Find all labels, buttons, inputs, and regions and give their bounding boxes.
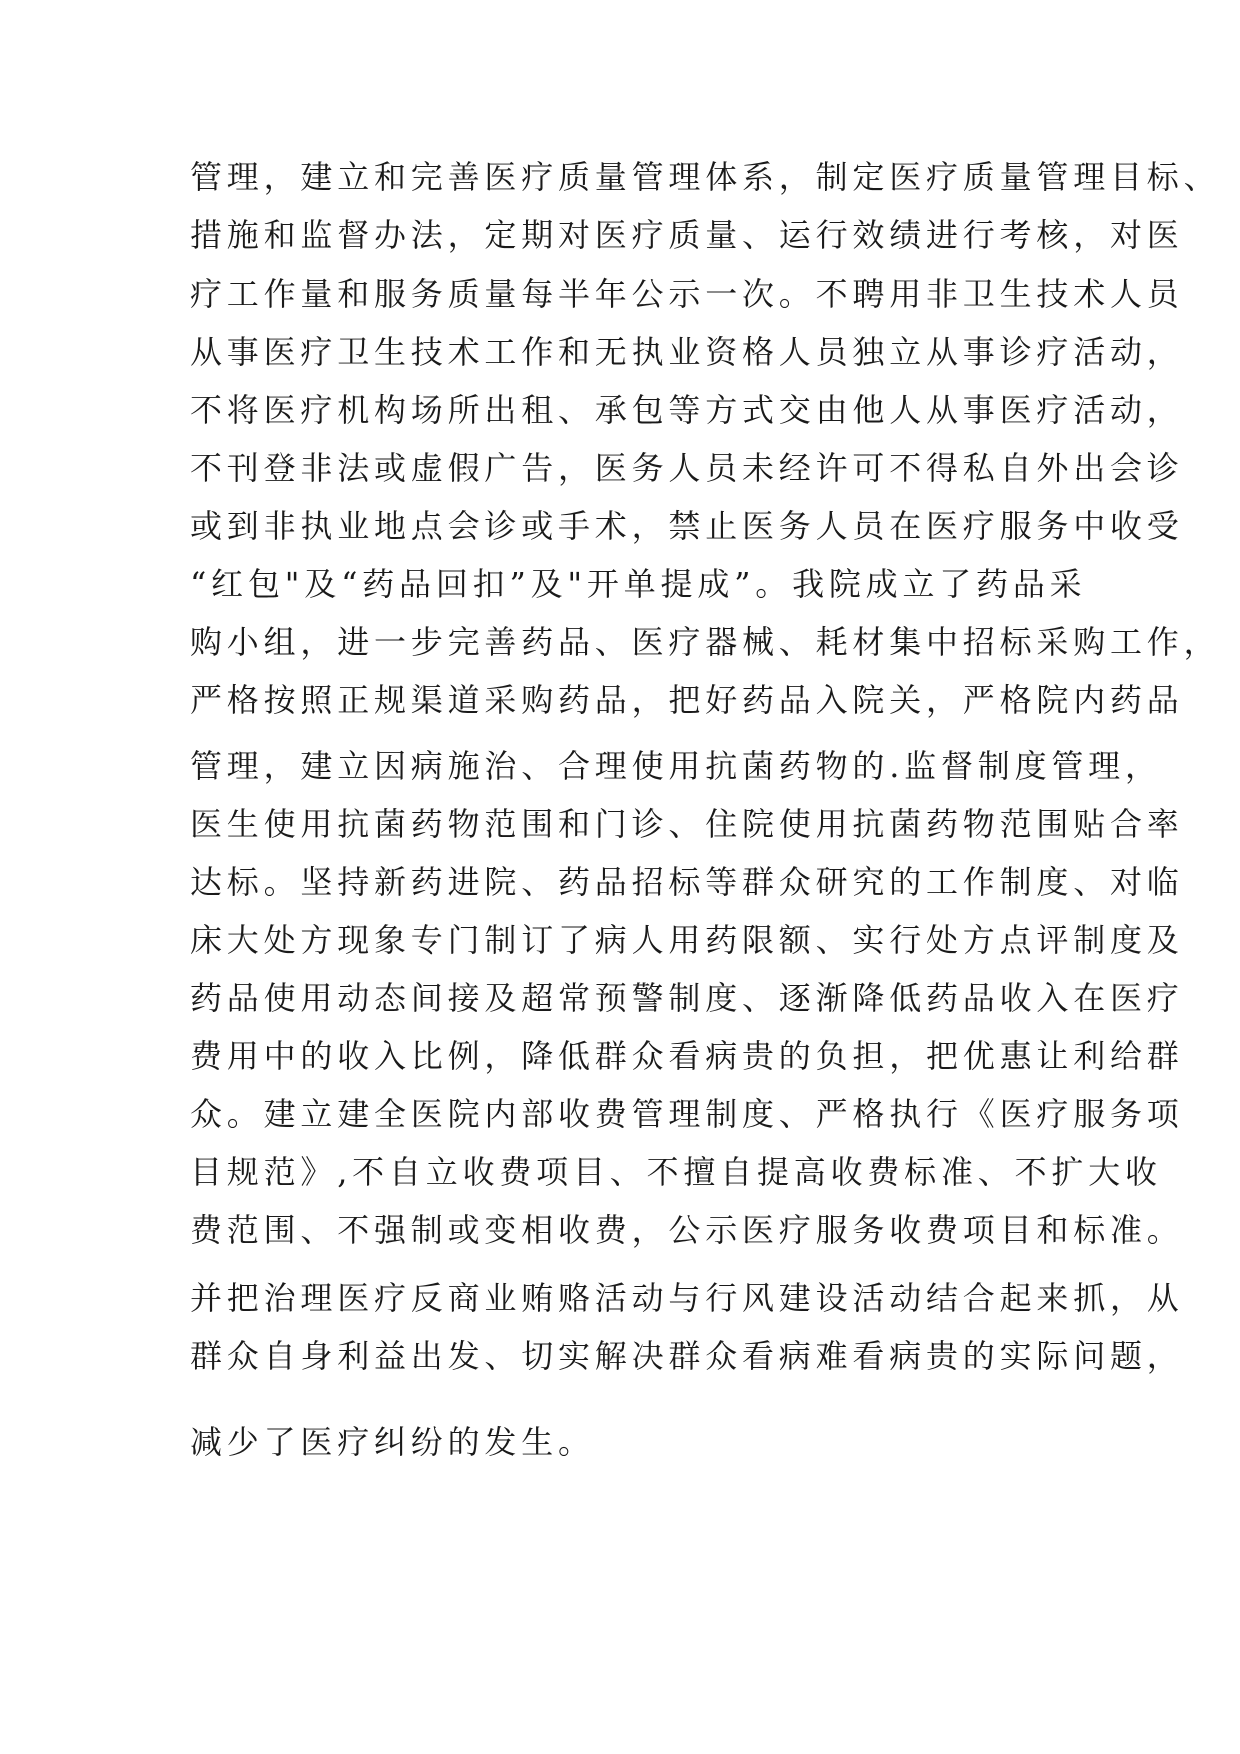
text-line: “红包"及“药品回扣”及"开单提成”。我院成立了药品采 [190,565,1087,603]
text-line: 购小组，进一步完善药品、医疗器械、耗材集中招标采购工作， [190,623,1221,661]
text-line: 严格按照正规渠道采购药品，把好药品入院关，严格院内药品 [190,681,1184,719]
text-line: 疗工作量和服务质量每半年公示一次。不聘用非卫生技术人员 [190,275,1184,313]
text-line: 不将医疗机构场所出租、承包等方式交由他人从事医疗活动， [190,391,1184,429]
text-line: 达标。坚持新药进院、药品招标等群众研究的工作制度、对临 [190,863,1184,901]
text-line: 或到非执业地点会诊或手术，禁止医务人员在医疗服务中收受 [190,507,1184,545]
text-line: 费范围、不强制或变相收费，公示医疗服务收费项目和标准。 [190,1211,1184,1249]
text-line: 管理，建立因病施治、合理使用抗菌药物的.监督制度管理， [190,747,1162,785]
text-line: 众。建立建全医院内部收费管理制度、严格执行《医疗服务项 [190,1095,1184,1133]
text-line: 从事医疗卫生技术工作和无执业资格人员独立从事诊疗活动， [190,333,1184,371]
text-line: 减少了医疗纠纷的发生。 [190,1423,595,1461]
text-line: 不刊登非法或虚假广告，医务人员未经许可不得私自外出会诊 [190,449,1184,487]
text-line: 目规范》,不自立收费项目、不擅自提高收费标准、不扩大收 [190,1153,1162,1191]
text-line: 费用中的收入比例，降低群众看病贵的负担，把优惠让利给群 [190,1037,1184,1075]
text-line: 管理，建立和完善医疗质量管理体系，制定医疗质量管理目标、 [190,158,1221,196]
text-line: 措施和监督办法，定期对医疗质量、运行效绩进行考核，对医 [190,216,1184,254]
text-line: 药品使用动态间接及超常预警制度、逐渐降低药品收入在医疗 [190,979,1184,1017]
text-line: 并把治理医疗反商业贿赂活动与行风建设活动结合起来抓，从 [190,1279,1184,1317]
text-line: 医生使用抗菌药物范围和门诊、住院使用抗菌药物范围贴合率 [190,805,1184,843]
text-line: 床大处方现象专门制订了病人用药限额、实行处方点评制度及 [190,921,1184,959]
text-line: 群众自身利益出发、切实解决群众看病难看病贵的实际问题， [190,1337,1184,1375]
